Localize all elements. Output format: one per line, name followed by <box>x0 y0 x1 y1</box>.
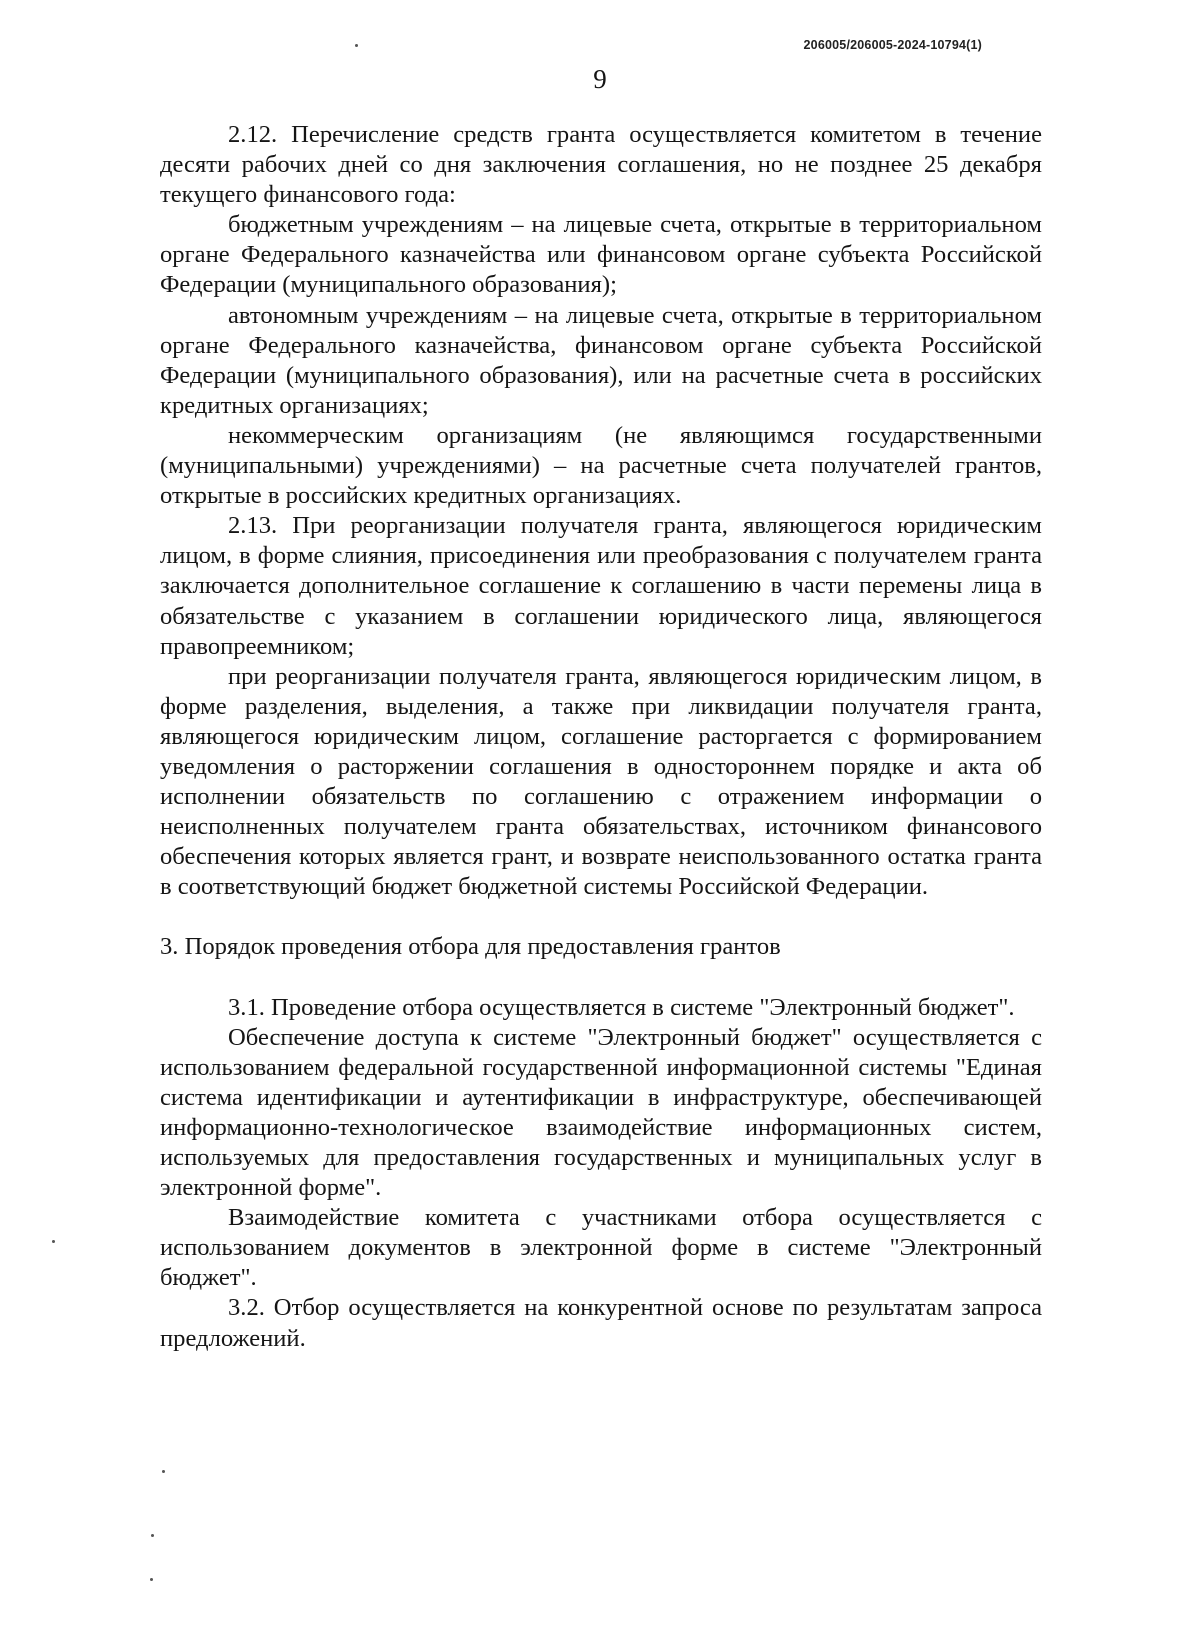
section-heading: 3. Порядок проведения отбора для предоставления грантов <box>160 933 781 961</box>
paragraph-nonprofit-organizations: некоммерческим организациям (не являющимся государственными (муниципальными) учреждениями) – на расчетные счета получателей грантов, открытые в российских кредитных организациях. <box>160 421 1042 510</box>
scan-speck <box>151 1534 154 1537</box>
paragraph-reorganization-separation: при реорганизации получателя гранта, являющегося юридическим лицом, в форме разделения, выделения, а также при ликвидации получателя гранта, являющегося юридическим лицом, соглашение расторгается с формированием уведомления о расторжении соглашения в одностороннем порядке и акта об исполнении обязательств по соглашению с отражением информации о неисполненных получателем гранта обязательствах, источником финансового обеспечения которых является грант, и возврате неиспользованного остатка гранта в соответствующий бюджет бюджетной системы Российской Федерации. <box>160 662 1042 901</box>
paragraph-2-12: 2.12. Перечисление средств гранта осуществляется комитетом в течение десяти рабочих дней со дня заключения соглашения, но не позднее 25 декабря текущего финансового года: <box>160 121 1042 209</box>
scan-speck <box>162 1470 165 1473</box>
scan-speck <box>52 1240 55 1243</box>
paragraph-interaction: Взаимодействие комитета с участниками отбора осуществляется с использованием документов в электронной форме в системе "Электронный бюджет". <box>160 1204 1042 1292</box>
scan-speck <box>355 44 358 47</box>
paragraph-budget-institutions: бюджетным учреждениям – на лицевые счета, открытые в территориальном органе Федерального казначейства или финансовом органе субъекта Российской Федерации (муниципального образования); <box>160 211 1042 299</box>
paragraph-2-13: 2.13. При реорганизации получателя гранта, являющегося юридическим лицом, в форме слияния, присоединения или преобразования с получателем гранта заключается дополнительное соглашение к соглашению в части перемены лица в обязательстве с указанием в соглашении юридического лица, являющегося правопреемником; <box>160 512 1042 660</box>
paragraph-autonomous-institutions: автономным учреждениям – на лицевые счета, открытые в территориальном органе Федерального казначейства, финансовом органе субъекта Российской Федерации (муниципального образования), или на расчетные счета в российских кредитных организациях; <box>160 301 1042 419</box>
page-number: 9 <box>593 64 607 94</box>
paragraph-access-provision: Обеспечение доступа к системе "Электронный бюджет" осуществляется с использованием федеральной государственной информационной системы "Единая система идентификации и аутентификации в инфраструктуре, обеспечивающей информационно-технологическое взаимодействие информационных систем, используемых для предоставления государственных и муниципальных услуг в электронной форме". <box>160 1023 1042 1202</box>
scan-speck <box>150 1578 153 1581</box>
document-id: 206005/206005-2024-10794(1) <box>803 38 982 52</box>
paragraph-3-1: 3.1. Проведение отбора осуществляется в системе "Электронный бюджет". <box>228 993 1015 1021</box>
paragraph-3-2: 3.2. Отбор осуществляется на конкурентной основе по результатам запроса предложений. <box>160 1294 1042 1352</box>
document-body <box>160 120 1042 1354</box>
